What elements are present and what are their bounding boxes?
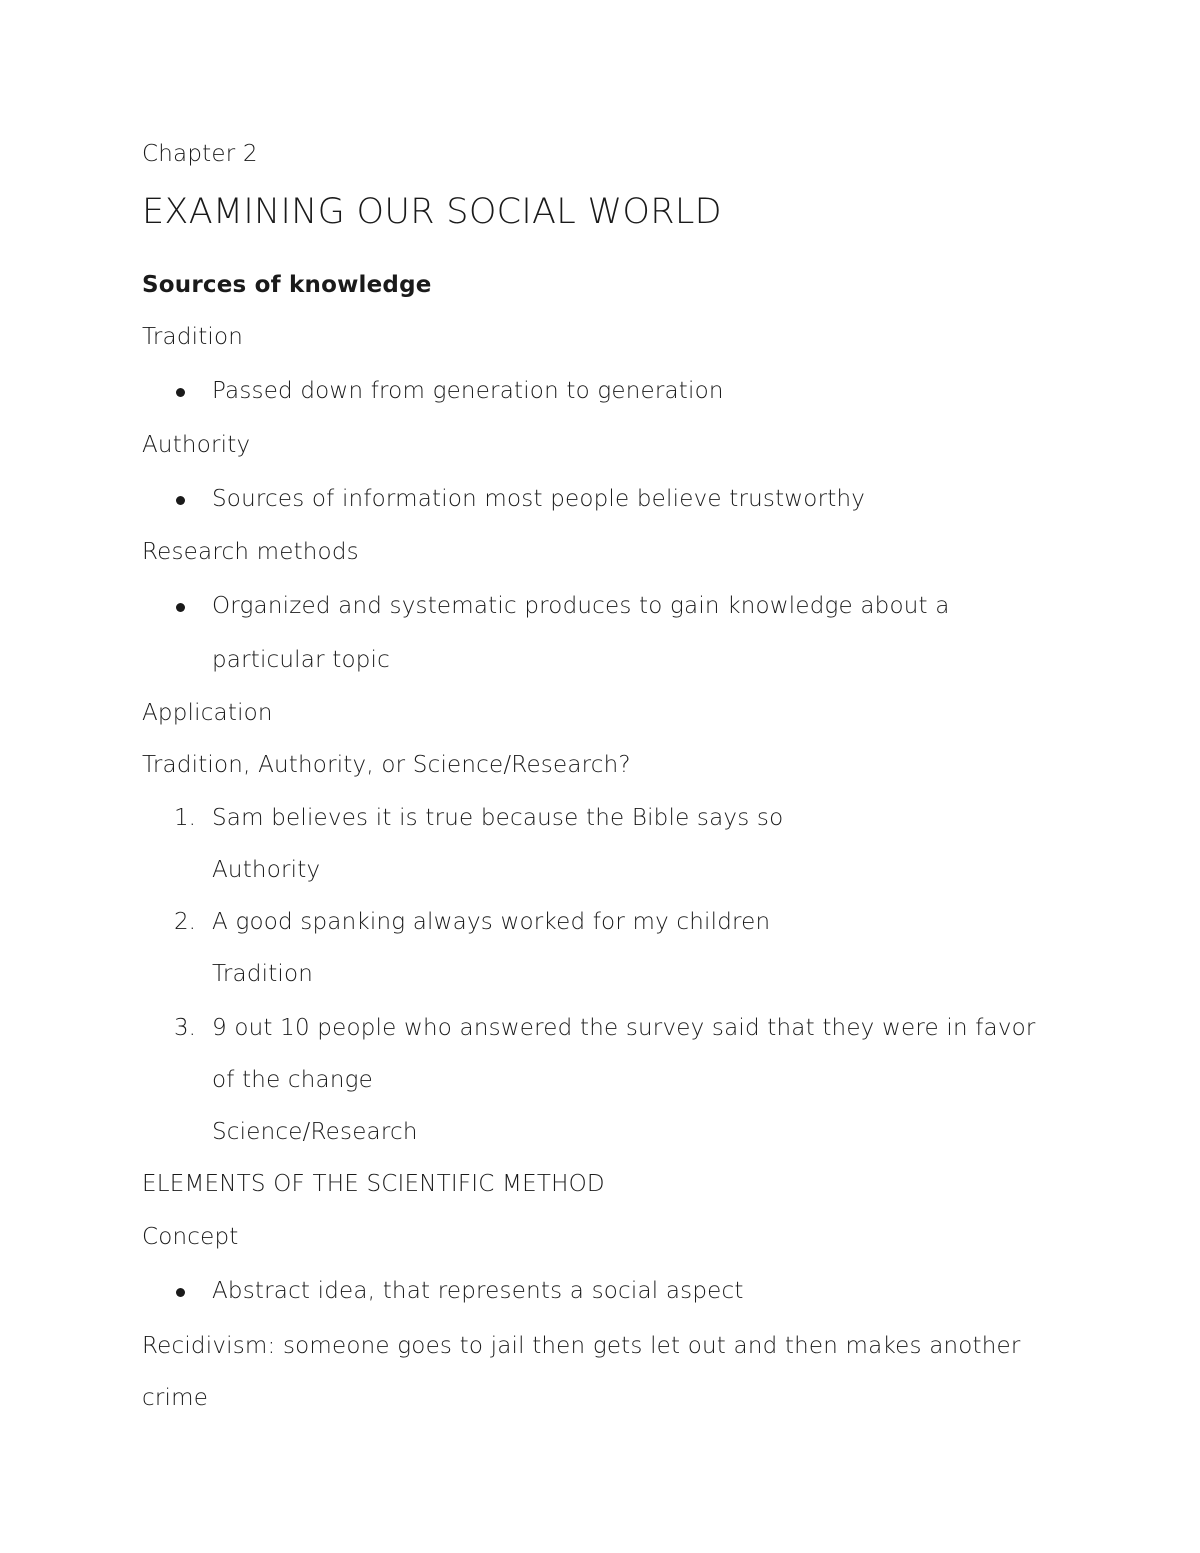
authority-bullet-text: Sources of information most people believe trustworthy [212,486,866,512]
list-item-text: Sam believes it is true because the Bible says so [212,805,784,831]
authority-heading: Authority [142,432,251,458]
concept-bullet-text: Abstract idea, that represents a social aspect [212,1278,744,1304]
research-bullet-line2: particular topic [212,647,390,673]
research-bullet-line1: Organized and systematic produces to gain knowledge about a [212,593,950,619]
list-item-text: A good spanking always worked for my children [212,909,771,935]
list-item-text-continued: of the change [212,1067,373,1093]
recidivism-line2: crime [142,1385,209,1411]
tradition-heading: Tradition [142,324,244,350]
research-heading: Research methods [142,539,359,565]
list-item-text: 9 out 10 people who answered the survey said that they were in favor [212,1015,1036,1041]
bullet-icon [176,603,185,612]
section-heading: Sources of knowledge [142,272,432,298]
application-heading: Application [142,700,273,726]
list-item-number: 1. [174,805,196,831]
list-item-answer: Authority [212,857,321,883]
chapter-label: Chapter 2 [142,141,258,167]
elements-heading: ELEMENTS OF THE SCIENTIFIC METHOD [142,1171,605,1197]
list-item-number: 2. [174,909,196,935]
recidivism-line1: Recidivism: someone goes to jail then gets let out and then makes another [142,1333,1021,1359]
list-item-answer: Science/Research [212,1119,418,1145]
application-question: Tradition, Authority, or Science/Research? [142,752,631,778]
bullet-icon [176,388,185,397]
bullet-icon [176,496,185,505]
list-item-number: 3. [174,1015,196,1041]
tradition-bullet-text: Passed down from generation to generation [212,378,724,404]
list-item-answer: Tradition [212,961,314,987]
concept-heading: Concept [142,1224,239,1250]
page-title: EXAMINING OUR SOCIAL WORLD [142,192,722,232]
bullet-icon [176,1288,185,1297]
